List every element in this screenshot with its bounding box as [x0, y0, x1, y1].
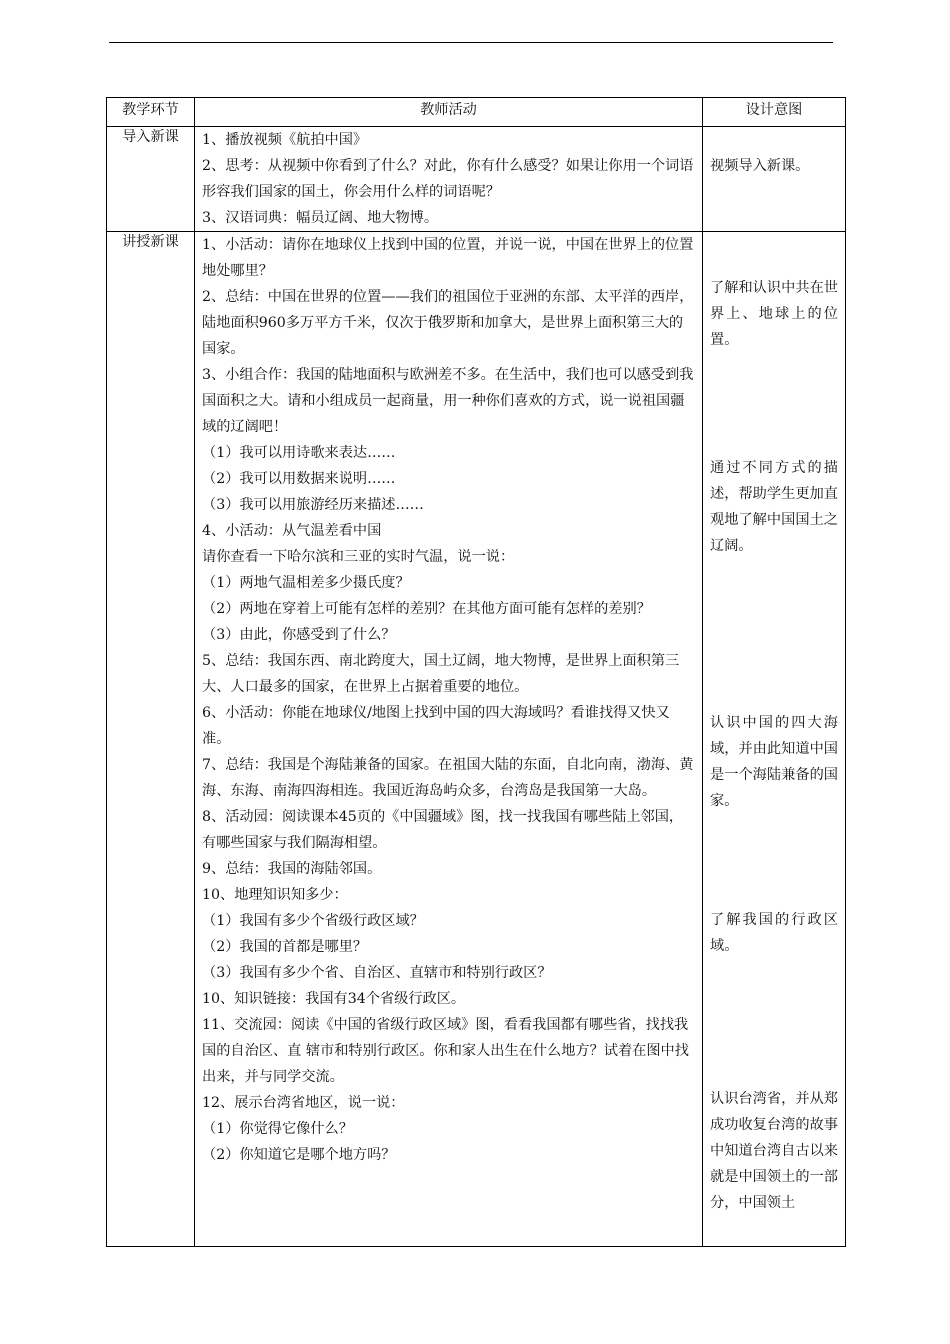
- activities-intro: [195, 127, 703, 232]
- header-stage: 教学环节: [107, 98, 195, 127]
- activity-item: （1）我可以用诗歌来表达……: [202, 445, 396, 461]
- activity-item: 12、展示台湾省地区，说一说：: [202, 1095, 405, 1111]
- activity-item: 1、小活动：请你在地球仪上找到中国的位置，并说一说，中国在世界上的位置地处哪里？: [202, 237, 694, 279]
- activity-item: （1）两地气温相差多少摄氏度？: [202, 575, 410, 591]
- activity-item: 3、汉语词典：幅员辽阔、地大物博。: [202, 210, 439, 226]
- stage-intro: 导入新课: [107, 127, 195, 232]
- activity-item: 2、总结：中国在世界的位置——我们的祖国位于亚洲的东部、太平洋的西岸，陆地面积960多万平方千米，仅次于俄罗斯和加拿大，是世界上面积第三大的国家。: [202, 289, 694, 357]
- table-row-intro: [107, 127, 846, 232]
- intent-intro: [703, 127, 846, 232]
- lesson-plan-table: [106, 97, 846, 1247]
- intent-text: 通过不同方式的描述，帮助学生更加直观地了解中国国土之辽阔。: [710, 460, 838, 554]
- intent-text: 认识台湾省，并从郑成功收复台湾的故事中知道台湾自古以来就是中国领土的一部分，中国领土: [710, 1091, 838, 1211]
- intent-main: [703, 232, 846, 1247]
- intent-text: 了解我国的行政区域。: [710, 912, 838, 954]
- header-teacher-activity: 教师活动: [195, 98, 703, 127]
- activity-item: 10、知识链接：我国有34个省级行政区。: [202, 991, 466, 1007]
- activity-item: 11、交流园：阅读《中国的省级行政区域》图，看看我国都有哪些省，找找我国的自治区、直 辖市和特别行政区。你和家人出生在什么地方？试着在图中找出来，并与同学交流。: [202, 1017, 689, 1085]
- activity-item: 10、地理知识知多少：: [202, 887, 348, 903]
- header-design-intent: 设计意图: [703, 98, 846, 127]
- table-header-row: [107, 98, 846, 127]
- activity-item: （2）我国的首都是哪里？: [202, 939, 368, 955]
- activity-item: 请你查看一下哈尔滨和三亚的实时气温，说一说：: [202, 549, 515, 565]
- stage-main: 讲授新课: [107, 232, 195, 1247]
- activity-item: 6、小活动：你能在地球仪/地图上找到中国的四大海域吗？看谁找得又快又准。: [202, 705, 670, 747]
- intent-text: 认识中国的四大海域，并由此知道中国是一个海陆兼备的国家。: [710, 715, 838, 809]
- activity-item: 4、小活动：从气温差看中国: [202, 523, 382, 539]
- activity-item: （2）两地在穿着上可能有怎样的差别？在其他方面可能有怎样的差别？: [202, 601, 651, 617]
- activity-item: （3）由此，你感受到了什么？: [202, 627, 396, 643]
- table-row-main: [107, 232, 846, 1247]
- activity-item: （3）我可以用旅游经历来描述……: [202, 497, 424, 513]
- activity-item: （1）你觉得它像什么？: [202, 1121, 353, 1137]
- page-header-rule: [109, 42, 833, 43]
- activity-item: 7、总结：我国是个海陆兼备的国家。在祖国大陆的东面，自北向南，渤海、黄海、东海、南海四海相连。我国近海岛屿众多，台湾岛是我国第一大岛。: [202, 757, 694, 799]
- activity-item: 5、总结：我国东西、南北跨度大，国土辽阔，地大物博，是世界上面积第三大、人口最多的国家，在世界上占据着重要的地位。: [202, 653, 680, 695]
- activity-item: （2）我可以用数据来说明……: [202, 471, 396, 487]
- activity-item: 1、播放视频《航拍中国》: [202, 132, 368, 148]
- activity-item: （2）你知道它是哪个地方吗？: [202, 1147, 396, 1163]
- intent-text: 了解和认识中共在世界上、地球上的位置。: [710, 280, 838, 348]
- intent-text: 视频导入新课。: [710, 158, 810, 174]
- activities-main: [195, 232, 703, 1247]
- activity-item: 8、活动园：阅读课本45页的《中国疆域》图，找一找我国有哪些陆上邻国，有哪些国家与我们隔海相望。: [202, 809, 684, 851]
- activity-item: 2、思考：从视频中你看到了什么？对此，你有什么感受？如果让你用一个词语形容我们国家的国土，你会用什么样的词语呢？: [202, 158, 694, 200]
- activity-item: （3）我国有多少个省、自治区、直辖市和特别行政区？: [202, 965, 552, 981]
- activity-item: 9、总结：我国的海陆邻国。: [202, 861, 382, 877]
- activity-item: （1）我国有多少个省级行政区域？: [202, 913, 424, 929]
- activity-item: 3、小组合作：我国的陆地面积与欧洲差不多。在生活中，我们也可以感受到我国面积之大。请和小组成员一起商量，用一种你们喜欢的方式，说一说祖国疆域的辽阔吧！: [202, 367, 694, 435]
